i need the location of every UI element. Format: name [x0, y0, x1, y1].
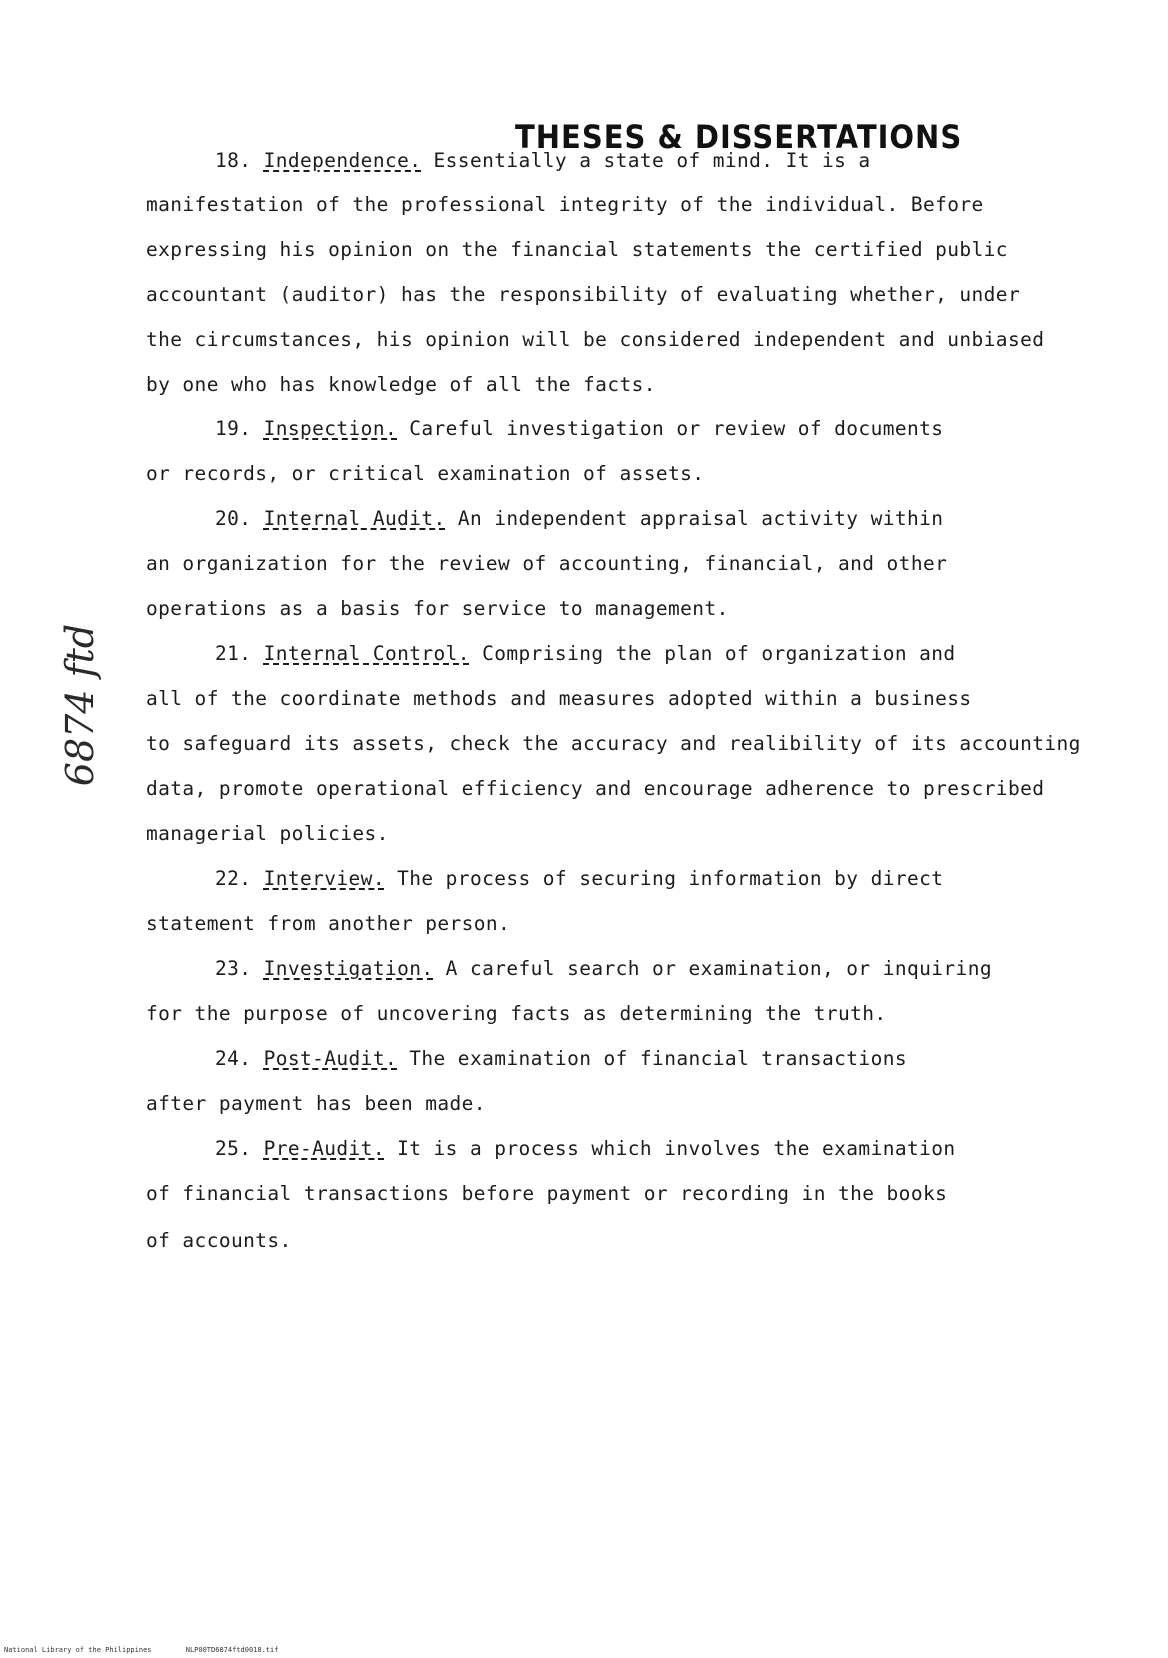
definition-continuation-line: the circumstances, his opinion will be considered independent and unbiased [146, 328, 1045, 351]
definition-continuation-line: or records, or critical examination of assets. [146, 462, 705, 485]
footer-library: National Library of the Philippines [4, 1646, 152, 1654]
definition-continuation-line: expressing his opinion on the financial statements the certified public [146, 238, 1008, 261]
definition-continuation-line: to safeguard its assets, check the accuracy and realibility of its accounting [146, 732, 1081, 755]
definition-text: It is a process which involves the examination [397, 1137, 956, 1160]
definition-heading-line [215, 866, 943, 892]
definition-text: A careful search or examination, or inquiring [445, 957, 992, 980]
definition-continuation-line: after payment has been made. [146, 1092, 486, 1115]
definition-heading-line [215, 956, 992, 982]
definition-continuation-line: manifestation of the professional integrity of the individual. Before [146, 193, 984, 216]
definition-heading-line [215, 1046, 907, 1072]
defined-term: Pre-Audit. [263, 1137, 385, 1160]
definition-continuation-line: by one who has knowledge of all the facts. [146, 373, 656, 396]
footer-file: NLP00TD6874ftd0018.tif [185, 1646, 279, 1654]
definition-continuation-line: data, promote operational efficiency and encourage adherence to prescribed [146, 777, 1045, 800]
definition-text: Comprising the plan of organization and [482, 642, 956, 665]
defined-term: Internal Control. [263, 642, 470, 665]
definition-continuation-line: an organization for the review of accounting, financial, and other [146, 552, 948, 575]
stamp-theses-dissertations: THESES & DISSERTATIONS [515, 118, 963, 156]
defined-term: Inspection. [263, 417, 398, 440]
definition-continuation-line: managerial policies. [146, 822, 389, 845]
defined-term: Post-Audit. [263, 1047, 398, 1070]
definition-continuation-line: for the purpose of uncovering facts as determining the truth. [146, 1002, 887, 1025]
definition-continuation-line: operations as a basis for service to management. [146, 597, 729, 620]
defined-term: Internal Audit. [263, 507, 446, 530]
definition-text: An independent appraisal activity within [457, 507, 944, 530]
entry-number: 19. [215, 417, 252, 440]
definition-continuation-line: statement from another person. [146, 912, 511, 935]
definition-continuation-line: accountant (auditor) has the responsibility of evaluating whether, under [146, 283, 1021, 306]
defined-term: Investigation. [263, 957, 434, 980]
definition-heading-line [215, 1136, 956, 1162]
entry-number: 18. [215, 149, 252, 172]
definition-continuation-line: of financial transactions before payment or recording in the books [146, 1182, 948, 1205]
definition-heading-line [215, 148, 871, 174]
page-footer [4, 1646, 308, 1654]
handwritten-call-number-text: 6874 ftd [58, 623, 102, 787]
entry-number: 20. [215, 507, 252, 530]
definition-continuation-line: of accounts. [146, 1229, 292, 1252]
definition-text: Careful investigation or review of documents [409, 417, 944, 440]
definition-heading-line [215, 506, 943, 532]
definition-text: The examination of financial transactions [409, 1047, 907, 1070]
definition-heading-line [215, 641, 956, 667]
entry-number: 25. [215, 1137, 252, 1160]
defined-term: Independence. [263, 149, 422, 172]
definition-heading-line [215, 416, 943, 442]
entry-number: 23. [215, 957, 252, 980]
handwritten-call-number [40, 623, 120, 787]
definition-text: The process of securing information by direct [397, 867, 944, 890]
defined-term: Interview. [263, 867, 385, 890]
definition-continuation-line: all of the coordinate methods and measures adopted within a business [146, 687, 972, 710]
entry-number: 22. [215, 867, 252, 890]
entry-number: 24. [215, 1047, 252, 1070]
definition-text: Essentially a state of mind. It is a [433, 149, 871, 172]
entry-number: 21. [215, 642, 252, 665]
